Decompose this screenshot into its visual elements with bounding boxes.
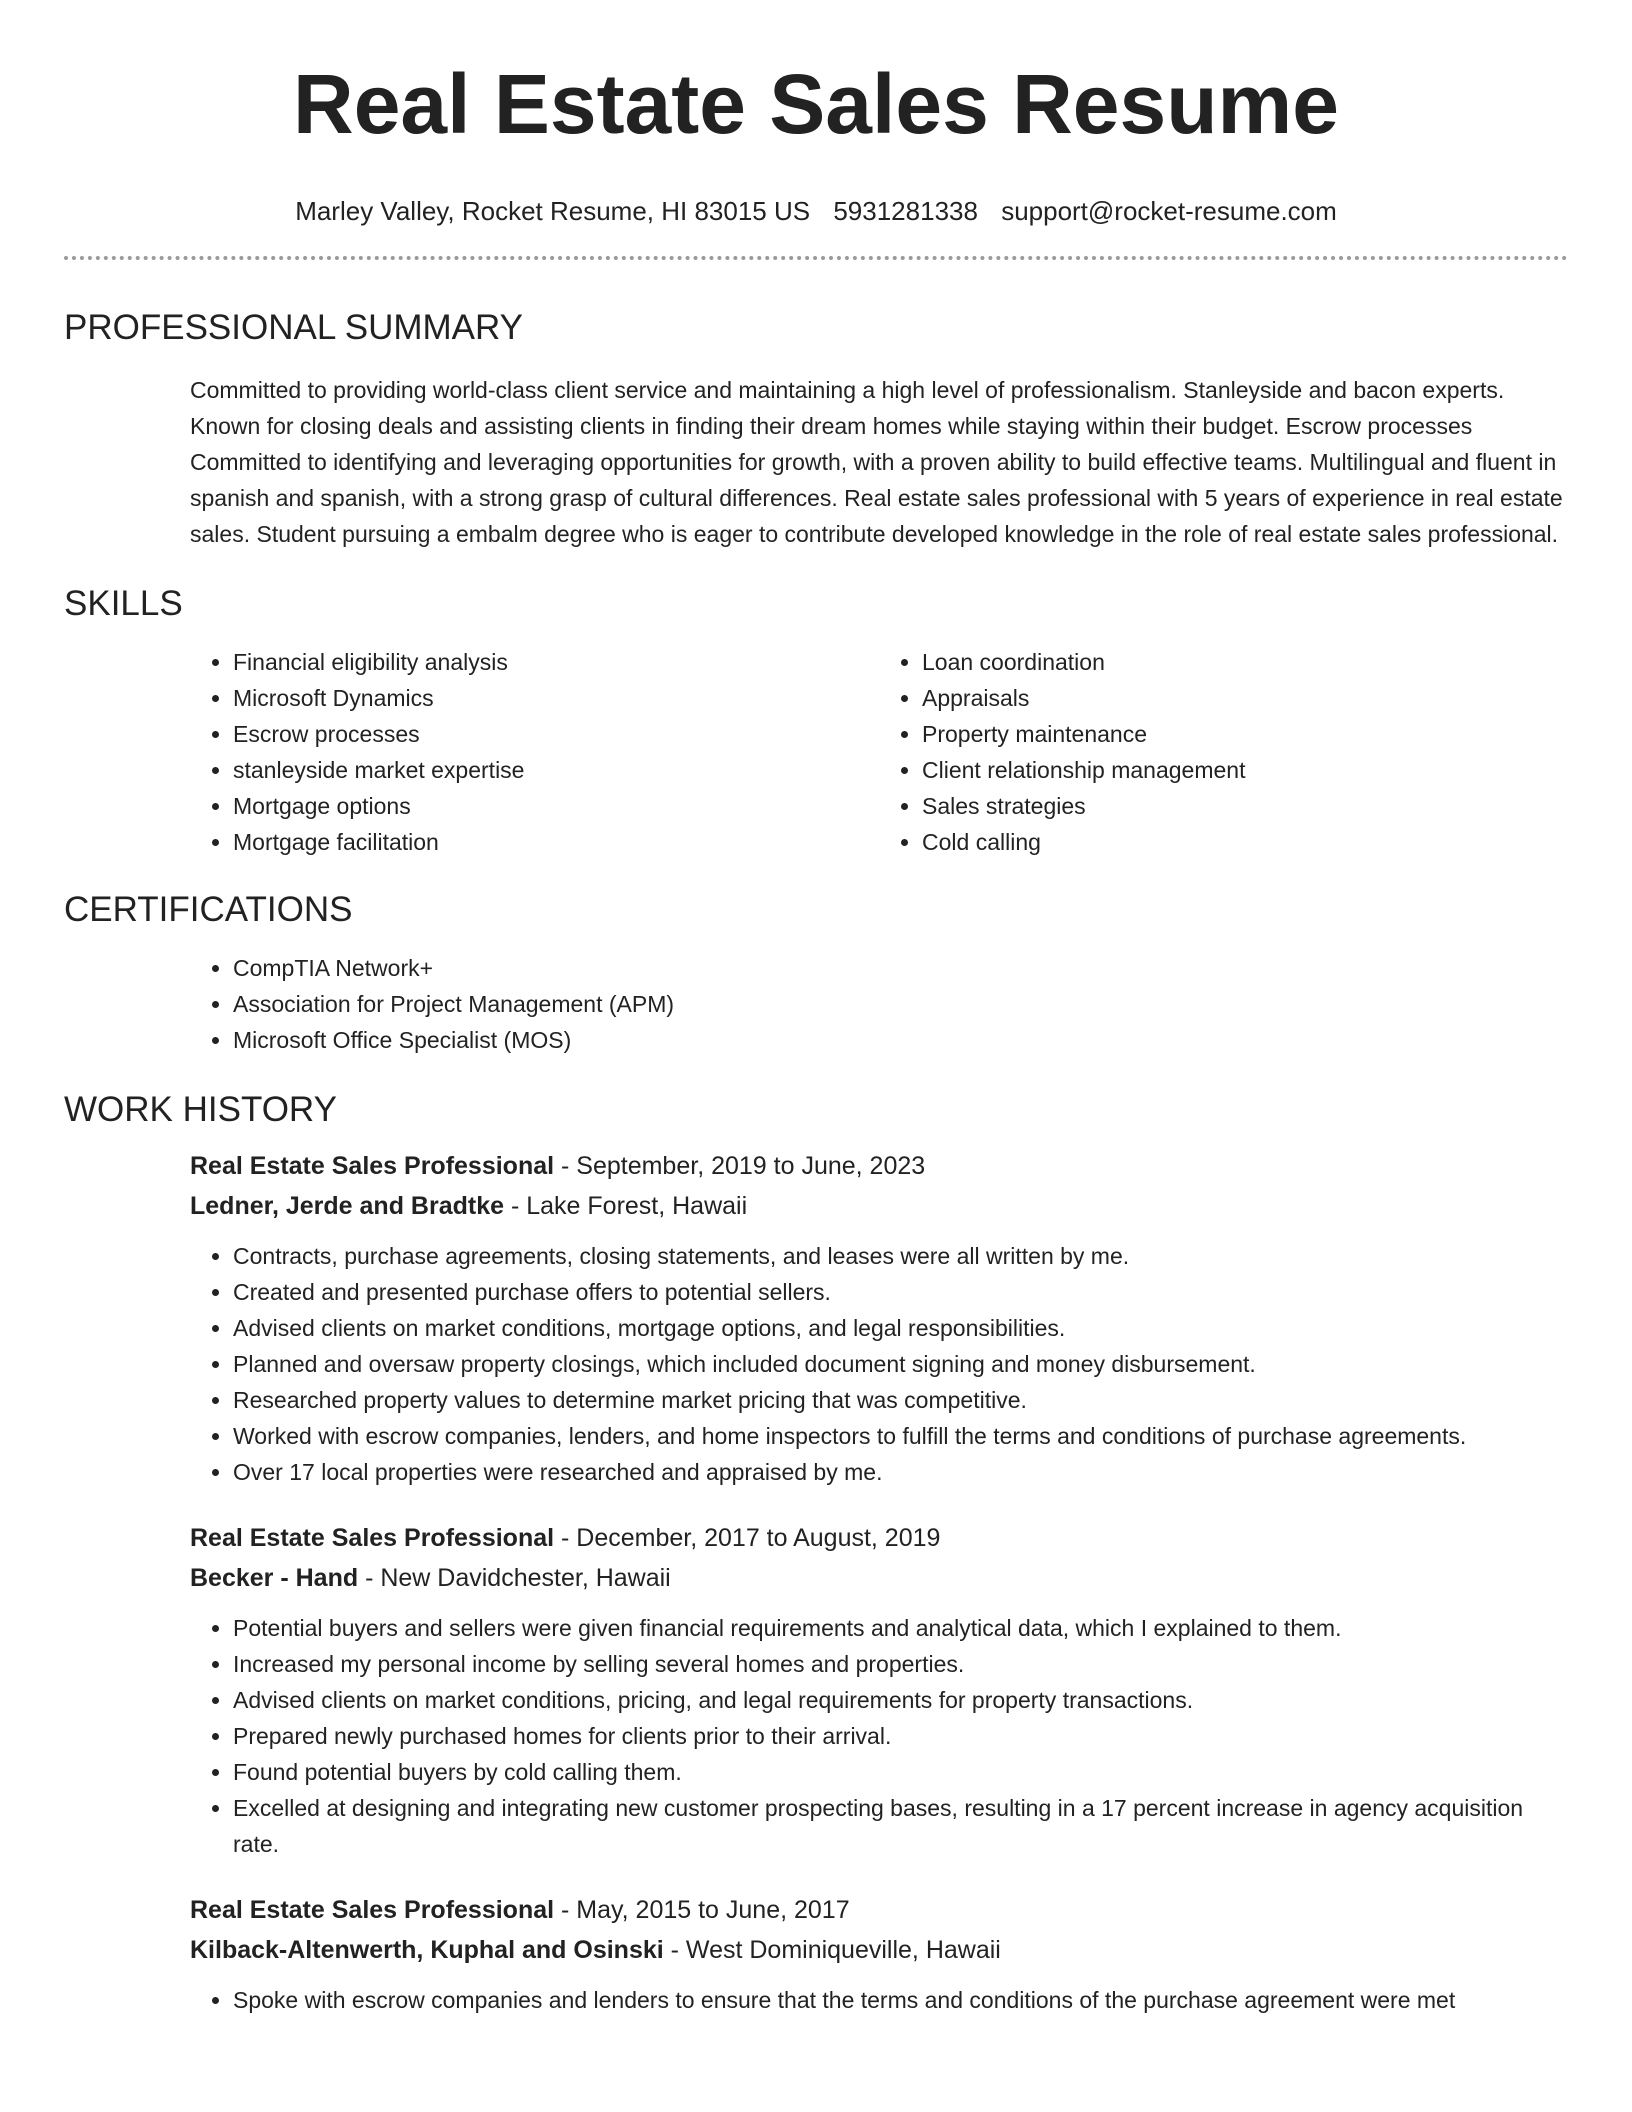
job-title-line — [190, 1518, 1568, 1558]
skill-item: • Sales strategies — [922, 788, 1568, 824]
job-company: Ledner, Jerde and Bradtke — [190, 1192, 505, 1220]
job-bullet: • Found potential buyers by cold calling them. — [233, 1754, 1568, 1790]
contact-email: support@rocket-resume.com — [1001, 196, 1337, 226]
certifications-list — [190, 950, 1568, 1058]
certifications-heading: CERTIFICATIONS — [64, 890, 353, 929]
job-bullet: • Prepared newly purchased homes for clients prior to their arrival. — [233, 1718, 1568, 1754]
skill-item: • Loan coordination — [922, 644, 1568, 680]
resume-title: Real Estate Sales Resume — [293, 57, 1339, 151]
summary-heading: PROFESSIONAL SUMMARY — [64, 308, 523, 347]
job-company: Kilback-Altenwerth, Kuphal and Osinski — [190, 1936, 664, 1964]
job-bullet: • Planned and oversaw property closings, which included document signing and money disbursement. — [233, 1346, 1568, 1382]
skill-item: • Client relationship management — [922, 752, 1568, 788]
job-title-line — [190, 1890, 1568, 1930]
job-bullets — [190, 1610, 1568, 1862]
job-bullet: • Spoke with escrow companies and lenders to ensure that the terms and conditions of the purchase agreement were met — [233, 1982, 1568, 2018]
job-company-line — [190, 1186, 1568, 1226]
job-bullet: • Increased my personal income by selling several homes and properties. — [233, 1646, 1568, 1682]
job-bullet: • Worked with escrow companies, lenders, and home inspectors to fulfill the terms and conditions of purchase agreements. — [233, 1418, 1568, 1454]
certification-item: • Microsoft Office Specialist (MOS) — [233, 1022, 1568, 1058]
skill-item: • Property maintenance — [922, 716, 1568, 752]
job-title: Real Estate Sales Professional — [190, 1524, 555, 1552]
job-title: Real Estate Sales Professional — [190, 1896, 555, 1924]
certification-item: • Association for Project Management (APM) — [233, 986, 1568, 1022]
job-dates: - December, 2017 to August, 2019 — [554, 1524, 941, 1552]
certification-item: • CompTIA Network+ — [233, 950, 1568, 986]
skills-column-right — [879, 644, 1568, 860]
job-bullets — [190, 1238, 1568, 1490]
summary-text: Committed to providing world-class client service and maintaining a high level of professionalism. Stanleyside and bacon experts. Known for closing deals and assisting clients in finding their dream homes while staying within their budget. Escrow processes Committed to identifying and leveraging opportunities for growth, with a proven ability to build effective teams. Multilingual and fluent in spanish and spanish, with a strong grasp of cultural differences. Real estate sales professional with 5 years of experience in real estate sales. Student pursuing a embalm degree who is eager to contribute developed knowledge in the role of real estate sales professional. — [190, 377, 1563, 547]
contact-address: Marley Valley, Rocket Resume, HI 83015 US — [295, 196, 811, 226]
job-bullet: • Researched property values to determine market pricing that was competitive. — [233, 1382, 1568, 1418]
job-company-line — [190, 1558, 1568, 1598]
skill-item: • Mortgage facilitation — [233, 824, 879, 860]
job-company-line — [190, 1930, 1568, 1970]
skills-heading: SKILLS — [64, 584, 183, 623]
header-divider — [64, 256, 1568, 260]
job-location: - Lake Forest, Hawaii — [504, 1192, 748, 1220]
job-dates: - September, 2019 to June, 2023 — [554, 1152, 926, 1180]
job-bullet: • Over 17 local properties were researched and appraised by me. — [233, 1454, 1568, 1490]
job-bullet: • Created and presented purchase offers to potential sellers. — [233, 1274, 1568, 1310]
job-company: Becker - Hand — [190, 1564, 359, 1592]
contact-phone: 5931281338 — [833, 196, 978, 226]
skill-item: • Escrow processes — [233, 716, 879, 752]
job-title: Real Estate Sales Professional — [190, 1152, 555, 1180]
certifications-bullets — [190, 950, 1568, 1058]
job-entry-1 — [190, 1146, 1568, 1490]
skills-list — [190, 644, 1568, 860]
job-dates: - May, 2015 to June, 2017 — [554, 1896, 850, 1924]
job-entry-3 — [190, 1890, 1568, 2018]
skill-item: • Appraisals — [922, 680, 1568, 716]
skill-item: • Microsoft Dynamics — [233, 680, 879, 716]
job-bullet: • Advised clients on market conditions, mortgage options, and legal responsibilities. — [233, 1310, 1568, 1346]
job-bullet: • Contracts, purchase agreements, closing statements, and leases were all written by me. — [233, 1238, 1568, 1274]
job-title-line — [190, 1146, 1568, 1186]
job-bullet: • Potential buyers and sellers were given financial requirements and analytical data, which I explained to them. — [233, 1610, 1568, 1646]
job-bullets — [190, 1982, 1568, 2018]
skills-column-left — [190, 644, 879, 860]
skill-item: • stanleyside market expertise — [233, 752, 879, 788]
job-bullet: • Excelled at designing and integrating new customer prospecting bases, resulting in a 17 percent increase in agency acquisition rate. — [233, 1790, 1568, 1862]
skill-item: • Financial eligibility analysis — [233, 644, 879, 680]
skill-item: • Mortgage options — [233, 788, 879, 824]
job-location: - West Dominiqueville, Hawaii — [663, 1936, 1001, 1964]
work-history-heading: WORK HISTORY — [64, 1090, 337, 1129]
contact-line — [0, 194, 1632, 228]
job-location: - New Davidchester, Hawaii — [358, 1564, 671, 1592]
job-entry-2 — [190, 1518, 1568, 1862]
skill-item: • Cold calling — [922, 824, 1568, 860]
job-bullet: • Advised clients on market conditions, pricing, and legal requirements for property transactions. — [233, 1682, 1568, 1718]
